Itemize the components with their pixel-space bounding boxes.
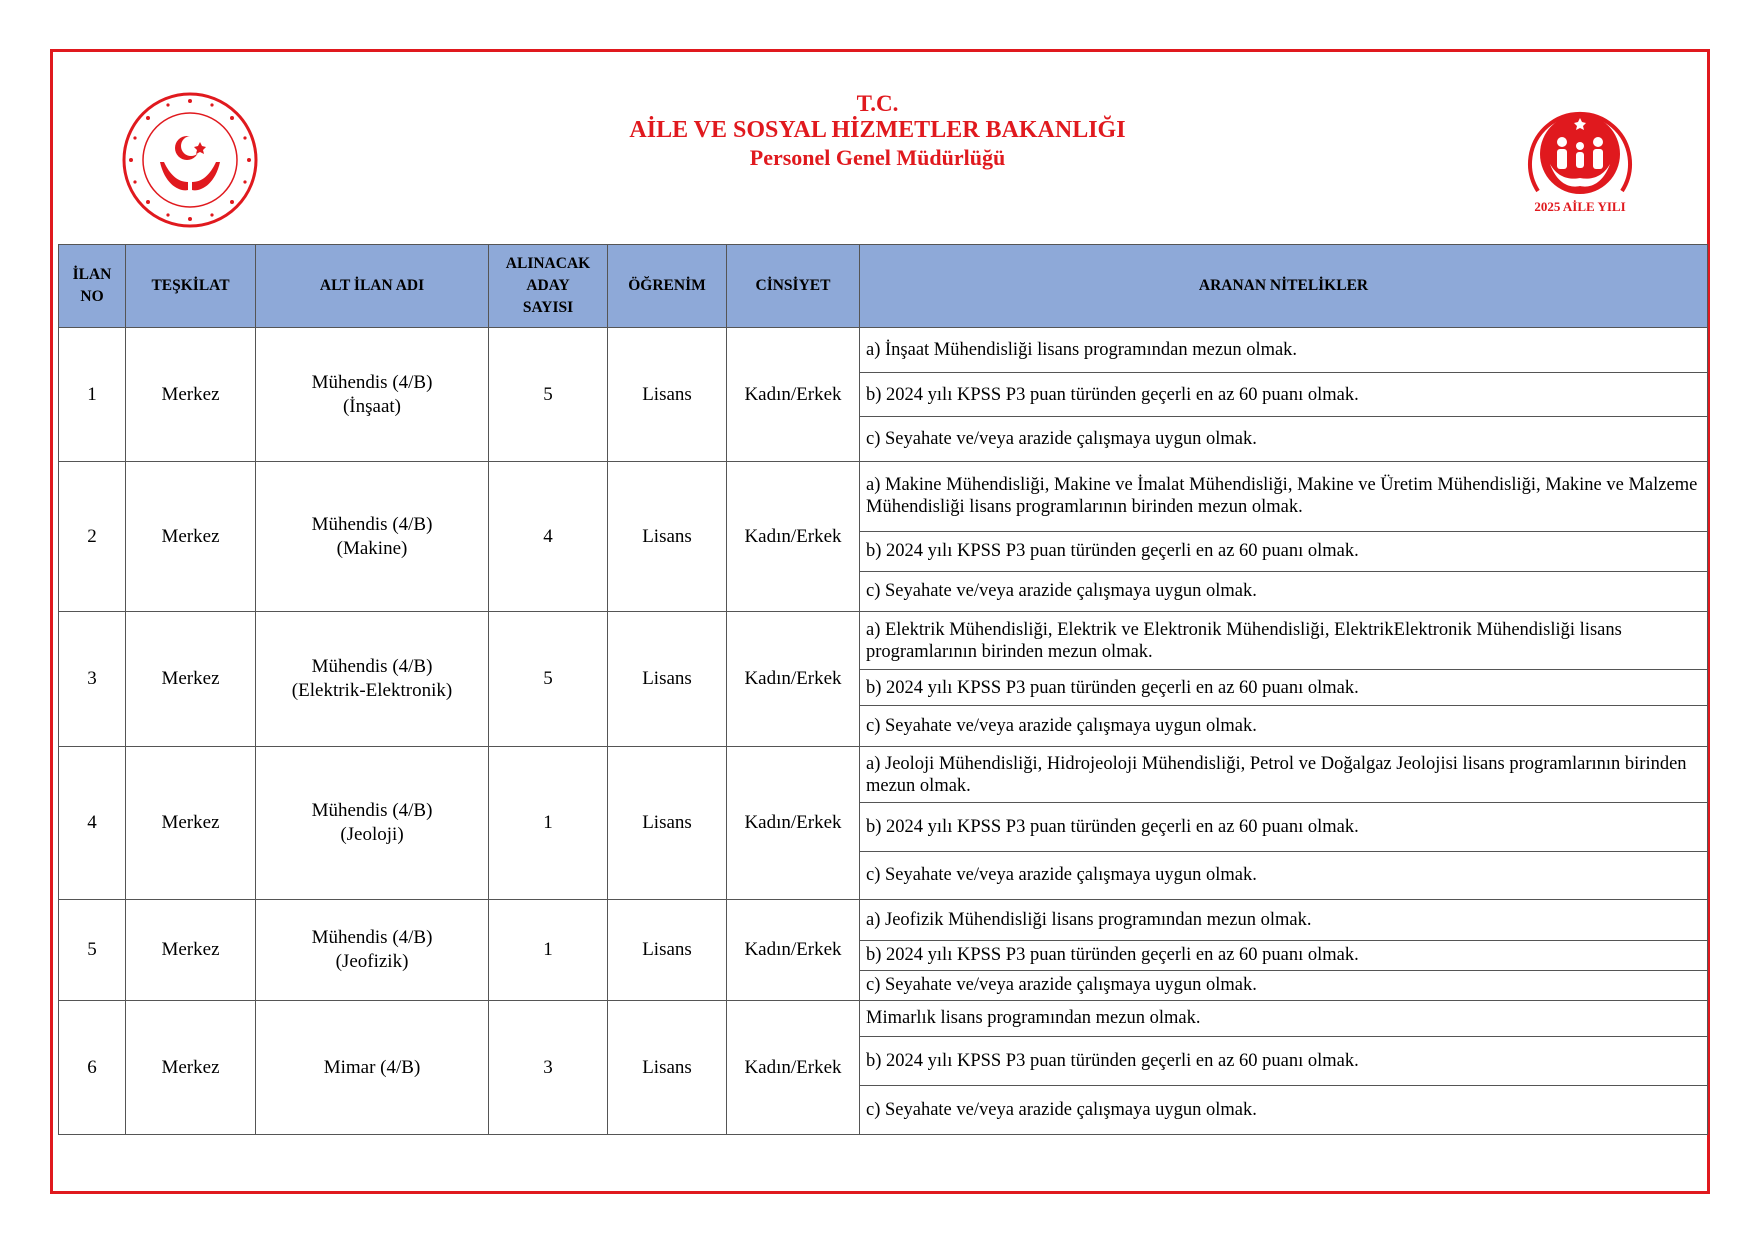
- table-row: [59, 747, 1708, 900]
- qualification-item: a) Jeoloji Mühendisliği, Hidrojeoloji Mühendisliği, Petrol ve Doğalgaz Jeolojisi lisans programlarının birinden mezun olmak.: [860, 747, 1707, 803]
- header-ogrenim: ÖĞRENİM: [608, 245, 727, 328]
- family-year-logo-caption: 2025 AİLE YILI: [1534, 199, 1626, 214]
- cell-cinsiyet: Kadın/Erkek: [727, 747, 860, 900]
- cell-teskilat: Merkez: [126, 900, 256, 1001]
- table-row: [59, 612, 1708, 747]
- cell-ogrenim: Lisans: [608, 328, 727, 462]
- cell-nitelikler: [860, 328, 1708, 462]
- cell-alt-ilan-adi: Mimar (4/B): [256, 1001, 489, 1135]
- cell-teskilat: Merkez: [126, 747, 256, 900]
- cell-alt-ilan-adi: Mühendis (4/B) (Elektrik-Elektronik): [256, 612, 489, 747]
- cell-ilan-no: 2: [59, 462, 126, 612]
- cell-ilan-no: 6: [59, 1001, 126, 1135]
- qualification-item: c) Seyahate ve/veya arazide çalışmaya uygun olmak.: [866, 716, 1257, 737]
- cell-alt-ilan-adi: Mühendis (4/B) (Jeoloji): [256, 747, 489, 900]
- cell-ilan-no: 1: [59, 328, 126, 462]
- cell-cinsiyet: Kadın/Erkek: [727, 900, 860, 1001]
- table-row: [59, 462, 1708, 612]
- document-header: [0, 90, 1755, 171]
- qualification-item: c) Seyahate ve/veya arazide çalışmaya uygun olmak.: [866, 1099, 1257, 1120]
- qualification-item: c) Seyahate ve/veya arazide çalışmaya uygun olmak.: [866, 865, 1257, 886]
- cell-ilan-no: 4: [59, 747, 126, 900]
- qualification-item: b) 2024 yılı KPSS P3 puan türünden geçerli en az 60 puanı olmak.: [860, 941, 1707, 971]
- header-alt-ilan-adi: ALT İLAN ADI: [256, 245, 489, 328]
- qualification-item: b) 2024 yılı KPSS P3 puan türünden geçerli en az 60 puanı olmak.: [860, 532, 1707, 572]
- header-teskilat: TEŞKİLAT: [126, 245, 256, 328]
- qualification-item: b) 2024 yılı KPSS P3 puan türünden geçerli en az 60 puanı olmak.: [860, 1037, 1707, 1086]
- cell-ilan-no: 5: [59, 900, 126, 1001]
- table-row: [59, 328, 1708, 462]
- cell-aday-sayisi: 1: [489, 900, 608, 1001]
- cell-ilan-no: 3: [59, 612, 126, 747]
- qualification-item: c) Seyahate ve/veya arazide çalışmaya uygun olmak.: [866, 581, 1257, 602]
- cell-nitelikler: [860, 612, 1708, 747]
- cell-ogrenim: Lisans: [608, 1001, 727, 1135]
- header-ministry: AİLE VE SOSYAL HİZMETLER BAKANLIĞI: [629, 117, 1126, 143]
- cell-ogrenim: Lisans: [608, 612, 727, 747]
- job-listing-table: [58, 244, 1708, 1135]
- table-row: [59, 900, 1708, 1001]
- header-ilan-no: İLAN NO: [59, 245, 126, 328]
- cell-aday-sayisi: 3: [489, 1001, 608, 1135]
- qualification-item: a) Elektrik Mühendisliği, Elektrik ve Elektronik Mühendisliği, ElektrikElektronik Mühendisliği lisans programlarının birinden mezun olmak.: [860, 612, 1707, 670]
- qualification-item: a) İnşaat Mühendisliği lisans programından mezun olmak.: [860, 328, 1707, 373]
- cell-nitelikler: [860, 747, 1708, 900]
- cell-teskilat: Merkez: [126, 328, 256, 462]
- qualification-item: b) 2024 yılı KPSS P3 puan türünden geçerli en az 60 puanı olmak.: [860, 373, 1707, 418]
- qualification-item: Mimarlık lisans programından mezun olmak.: [860, 1001, 1707, 1037]
- cell-alt-ilan-adi: Mühendis (4/B) (Jeofizik): [256, 900, 489, 1001]
- header-nitelikler: ARANAN NİTELİKLER: [860, 245, 1708, 328]
- cell-aday-sayisi: 4: [489, 462, 608, 612]
- qualification-item: c) Seyahate ve/veya arazide çalışmaya uygun olmak.: [866, 975, 1257, 996]
- qualification-item: a) Makine Mühendisliği, Makine ve İmalat Mühendisliği, Makine ve Üretim Mühendisliği, Makine ve Malzeme Mühendisliği lisans programlarının birinden mezun olmak.: [860, 462, 1707, 532]
- header-cinsiyet: CİNSİYET: [727, 245, 860, 328]
- cell-cinsiyet: Kadın/Erkek: [727, 1001, 860, 1135]
- cell-cinsiyet: Kadın/Erkek: [727, 328, 860, 462]
- qualification-item: a) Jeofizik Mühendisliği lisans programından mezun olmak.: [860, 900, 1707, 941]
- cell-nitelikler: [860, 1001, 1708, 1135]
- cell-teskilat: Merkez: [126, 1001, 256, 1135]
- cell-aday-sayisi: 5: [489, 328, 608, 462]
- qualification-item: b) 2024 yılı KPSS P3 puan türünden geçerli en az 60 puanı olmak.: [860, 670, 1707, 706]
- cell-ogrenim: Lisans: [608, 900, 727, 1001]
- cell-cinsiyet: Kadın/Erkek: [727, 462, 860, 612]
- cell-aday-sayisi: 5: [489, 612, 608, 747]
- cell-aday-sayisi: 1: [489, 747, 608, 900]
- cell-ogrenim: Lisans: [608, 462, 727, 612]
- cell-alt-ilan-adi: Mühendis (4/B) (Makine): [256, 462, 489, 612]
- header-department: Personel Genel Müdürlüğü: [749, 145, 1006, 170]
- cell-nitelikler: [860, 462, 1708, 612]
- cell-cinsiyet: Kadın/Erkek: [727, 612, 860, 747]
- table-row: [59, 1001, 1708, 1135]
- cell-ogrenim: Lisans: [608, 747, 727, 900]
- cell-alt-ilan-adi: Mühendis (4/B) (İnşaat): [256, 328, 489, 462]
- qualification-item: b) 2024 yılı KPSS P3 puan türünden geçerli en az 60 puanı olmak.: [860, 803, 1707, 852]
- cell-teskilat: Merkez: [126, 462, 256, 612]
- qualification-item: c) Seyahate ve/veya arazide çalışmaya uygun olmak.: [866, 429, 1257, 450]
- header-tc: T.C.: [856, 91, 899, 116]
- header-aday-sayisi: ALINACAK ADAY SAYISI: [489, 245, 608, 328]
- table-header-row: [59, 245, 1708, 328]
- cell-teskilat: Merkez: [126, 612, 256, 747]
- cell-nitelikler: [860, 900, 1708, 1001]
